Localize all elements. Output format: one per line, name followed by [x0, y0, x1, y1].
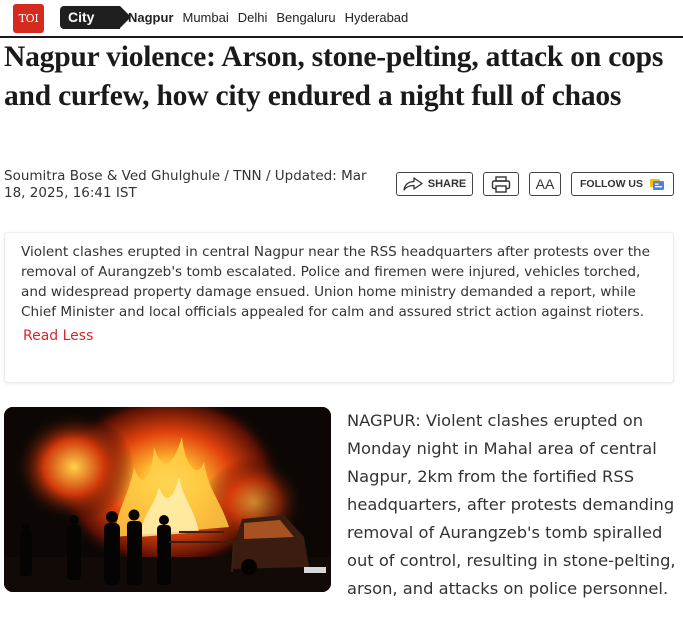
article-hero-image — [4, 407, 331, 592]
nav-link-mumbai[interactable]: Mumbai — [182, 10, 229, 25]
follow-us-label: FOLLOW US — [580, 178, 643, 190]
article-body-paragraph: NAGPUR: Violent clashes erupted on Monday night in Mahal area of central Nagpur, 2km from the fortified RSS headquarters, after protests demanding removal of Aurangzeb's tomb spiralled out of control, resulting in stone-pelting, arson, and attacks on police personnel. — [347, 411, 676, 598]
article-summary-box — [4, 232, 674, 383]
section-city-tab[interactable]: City — [60, 6, 120, 29]
top-navigation — [0, 0, 683, 38]
google-news-icon — [649, 178, 665, 191]
font-size-button[interactable]: AA — [529, 172, 561, 196]
article-summary: Violent clashes erupted in central Nagpur near the RSS headquarters after protests over the removal of Aurangzeb's tomb escalated. Police and firemen were injured, vehicles torched, and widespread property damage ensued. Union home ministry demanded a report, while Chief Minister and local officials appealed for calm and assured strict action against rioters. — [21, 244, 651, 320]
share-label: SHARE — [427, 178, 467, 190]
follow-us-button[interactable] — [571, 172, 674, 196]
nav-link-delhi[interactable]: Delhi — [237, 10, 268, 25]
share-arrow-icon — [403, 177, 423, 191]
article-headline: Nagpur violence: Arson, stone-pelting, attack on cops and curfew, how city endured a night full of chaos — [4, 41, 664, 112]
nav-link-bengaluru[interactable]: Bengaluru — [276, 10, 336, 25]
article-byline: Soumitra Bose & Ved Ghulghule / TNN / Updated: Mar 18, 2025, 16:41 IST — [4, 168, 367, 201]
toi-logo[interactable]: TOI — [13, 4, 44, 33]
nav-link-hyderabad[interactable]: Hyderabad — [344, 10, 409, 25]
share-button[interactable] — [396, 172, 473, 196]
city-links — [128, 10, 417, 25]
printer-icon — [491, 176, 511, 193]
read-less-link[interactable]: Read Less — [23, 328, 94, 344]
print-button[interactable] — [483, 172, 519, 196]
fire-scene-image — [4, 407, 331, 592]
nav-link-nagpur[interactable]: Nagpur — [128, 10, 174, 25]
